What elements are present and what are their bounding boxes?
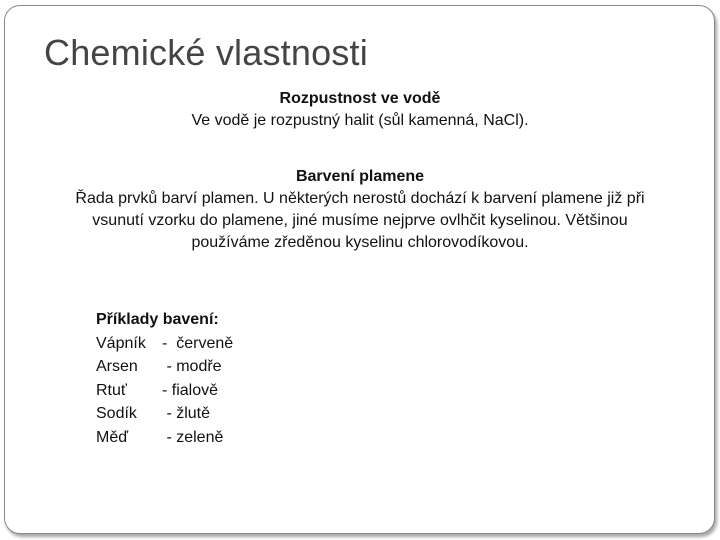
example-color: - zeleně [162,428,224,446]
solubility-text: Ve vodě je rozpustný halit (sůl kamenná, NaCl). [191,112,529,129]
example-color: - červeně [162,334,234,352]
example-element: Sodík [96,405,137,422]
example-element: Vápník [96,334,146,352]
example-row [96,426,233,450]
flame-coloring-line: vsunutí vzorku do plamene, jiné musíme nejprve ovlhčit kyselinou. Většinou [92,212,628,229]
examples-heading: Příklady bavení: [96,311,219,328]
slide-frame [4,5,715,534]
solubility-heading: Rozpustnost ve vodě [279,90,441,107]
example-element: Měď [96,428,129,446]
flame-coloring-line: používáme zředěnou kyselinu chlorovodíkovou. [191,234,529,251]
example-color: - žlutě [162,405,211,422]
example-color: - modře [162,358,222,375]
example-row [96,355,233,379]
example-row [96,332,233,356]
example-element: Arsen [96,358,138,375]
flame-coloring-line: Řada prvků barví plamen. U některých nerostů dochází k barvení plamene již při [75,190,645,207]
slide-title: Chemické vlastnosti [44,32,368,73]
example-color: - fialově [162,381,219,399]
flame-coloring-text [22,188,698,254]
examples-list [96,308,233,449]
example-row [96,379,233,403]
example-element: Rtuť [96,381,127,399]
example-row [96,402,233,426]
flame-coloring-heading: Barvení plamene [295,168,425,185]
